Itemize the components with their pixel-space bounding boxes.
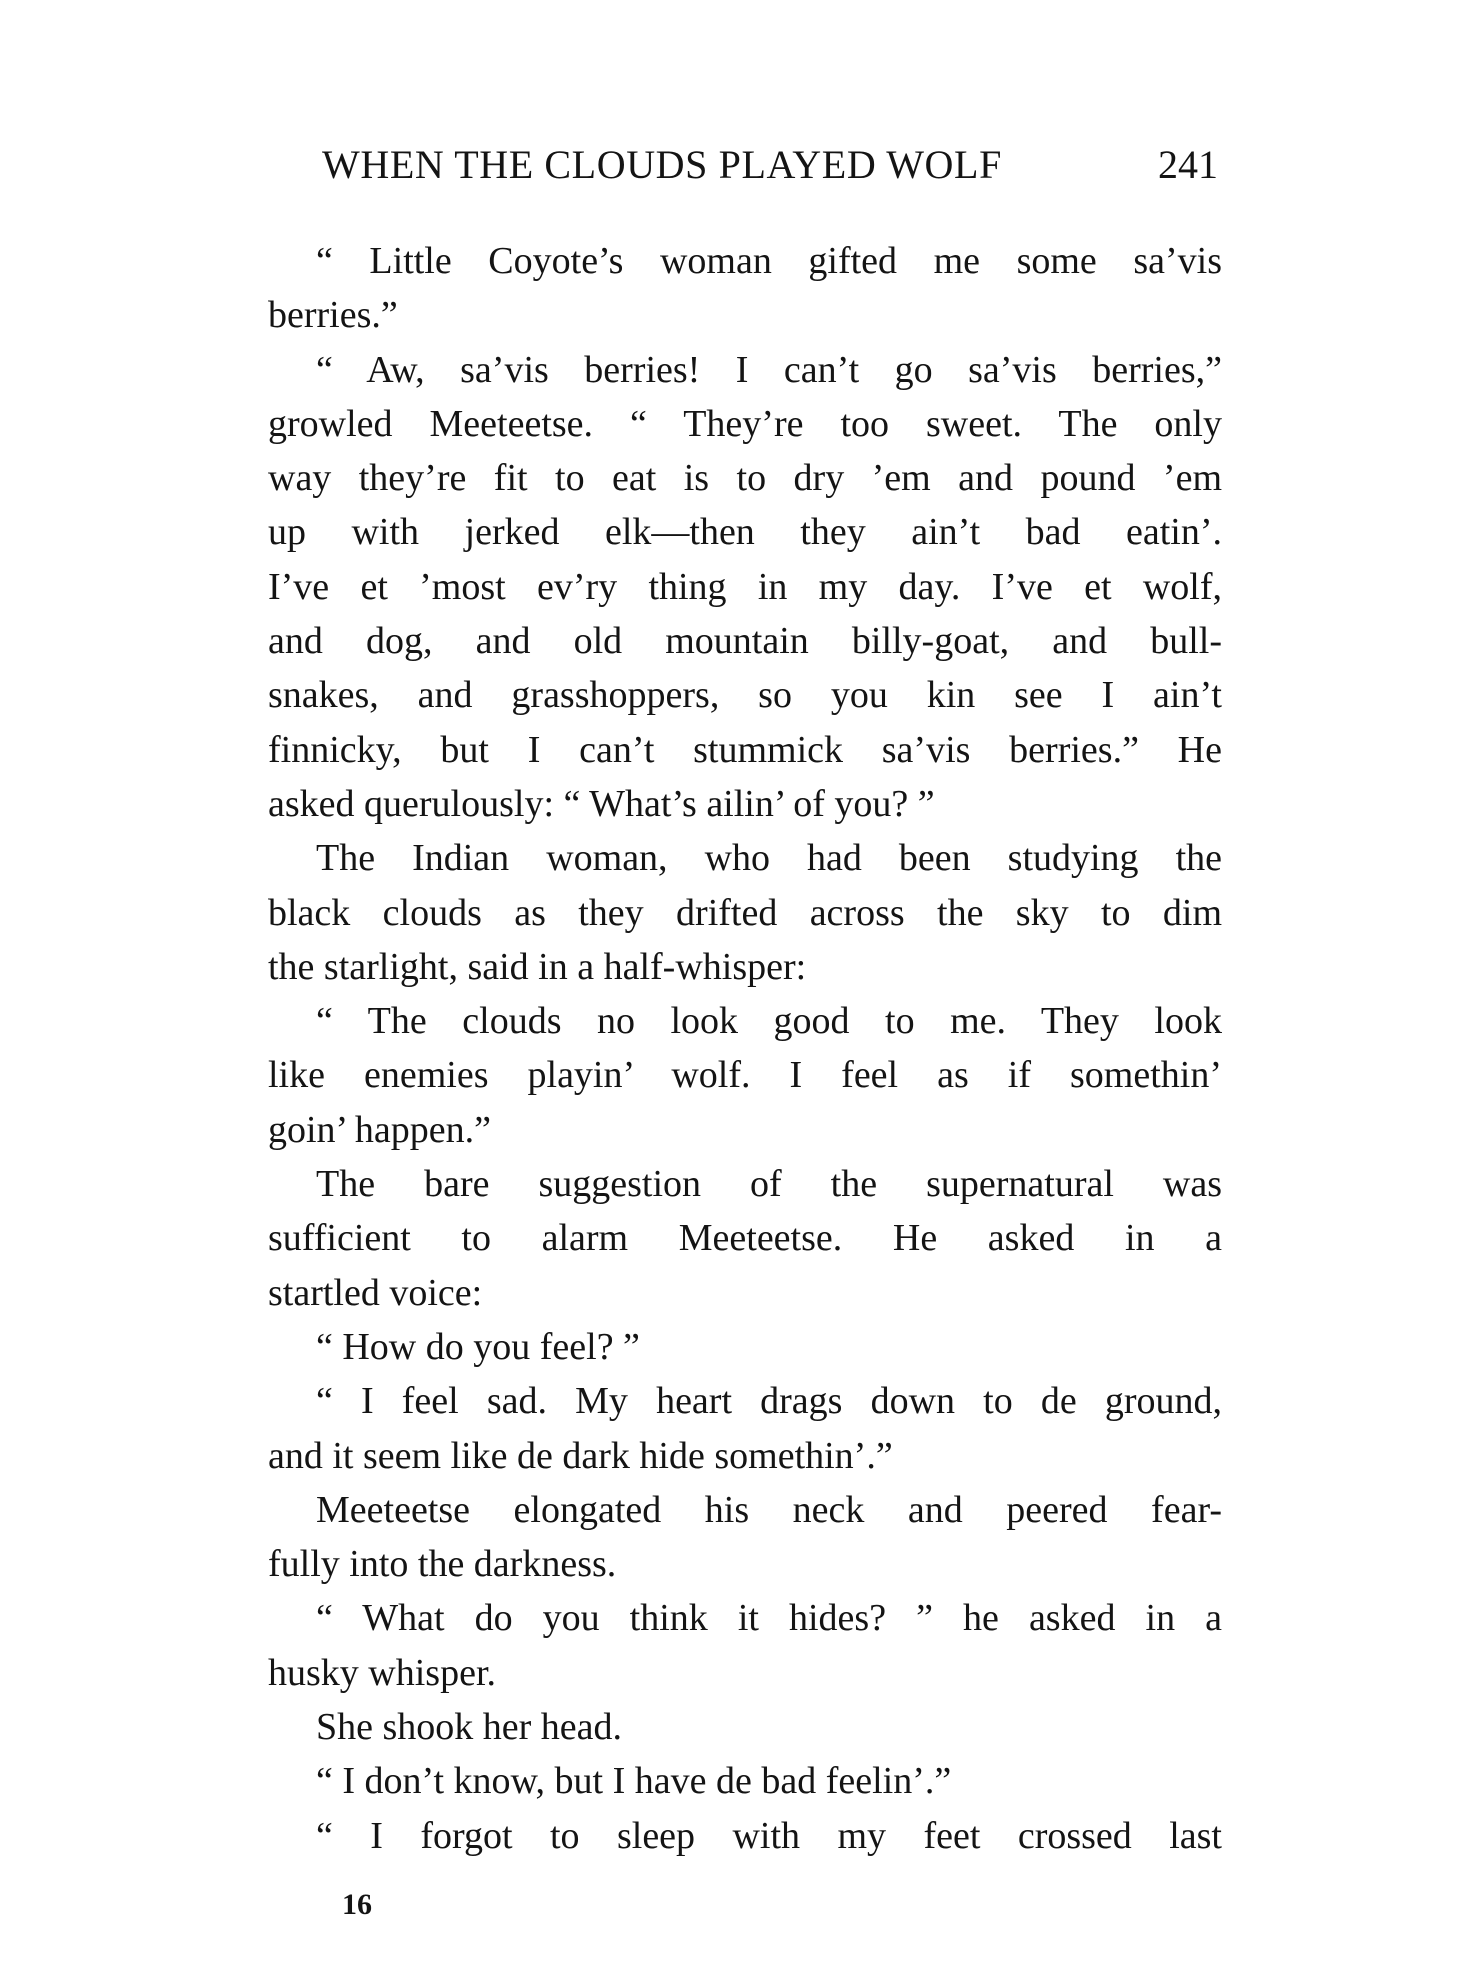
text-line: “ What do you think it hides? ” he asked in a xyxy=(316,1597,1222,1640)
text-line: finnicky, but I can’t stummick sa’vis berries.” He xyxy=(268,728,1222,771)
text-line: asked querulously: “ What’s ailin’ of you? ” xyxy=(268,782,935,825)
text-line: “ Aw, sa’vis berries! I can’t go sa’vis berries,” xyxy=(316,348,1222,391)
body-text xyxy=(268,234,1222,1863)
text-line: growled Meeteetse. “ They’re too sweet. The only xyxy=(268,402,1222,445)
text-line: berries.” xyxy=(268,294,398,337)
text-line: like enemies playin’ wolf. I feel as if somethin’ xyxy=(268,1054,1222,1097)
text-line: “ How do you feel? ” xyxy=(316,1325,640,1368)
signature-mark: 16 xyxy=(342,1888,372,1921)
text-line: “ I feel sad. My heart drags down to de ground, xyxy=(316,1380,1222,1423)
chapter-title: WHEN THE CLOUDS PLAYED WOLF xyxy=(322,142,1002,187)
text-line: fully into the darkness. xyxy=(268,1543,617,1586)
page-number: 241 xyxy=(1158,142,1218,187)
text-line: and dog, and old mountain billy-goat, and bull- xyxy=(268,620,1222,663)
text-line: snakes, and grasshoppers, so you kin see I ain’t xyxy=(268,674,1222,717)
text-line: The bare suggestion of the supernatural was xyxy=(316,1163,1222,1206)
text-line: Meeteetse elongated his neck and peered fear- xyxy=(316,1488,1222,1531)
text-line: up with jerked elk—then they ain’t bad eatin’. xyxy=(268,511,1222,554)
text-line: the starlight, said in a half-whisper: xyxy=(268,945,807,988)
text-line: goin’ happen.” xyxy=(268,1108,491,1151)
text-line: husky whisper. xyxy=(268,1651,496,1694)
text-line: way they’re fit to eat is to dry ’em and pound ’em xyxy=(268,457,1222,500)
running-head xyxy=(322,140,1222,190)
text-line: “ I forgot to sleep with my feet crossed last xyxy=(316,1814,1222,1857)
text-line: “ Little Coyote’s woman gifted me some sa’vis xyxy=(316,240,1222,282)
text-line: I’ve et ’most ev’ry thing in my day. I’ve et wolf, xyxy=(268,565,1222,608)
text-line: sufficient to alarm Meeteetse. He asked in a xyxy=(268,1217,1222,1260)
text-line: black clouds as they drifted across the sky to dim xyxy=(268,891,1222,934)
text-line: and it seem like de dark hide somethin’.” xyxy=(268,1434,893,1477)
text-line: She shook her head. xyxy=(316,1706,623,1749)
text-line: “ I don’t know, but I have de bad feelin’.” xyxy=(316,1760,952,1803)
text-line: The Indian woman, who had been studying the xyxy=(316,837,1222,880)
text-line: startled voice: xyxy=(268,1271,483,1314)
text-line: “ The clouds no look good to me. They look xyxy=(316,1000,1222,1043)
